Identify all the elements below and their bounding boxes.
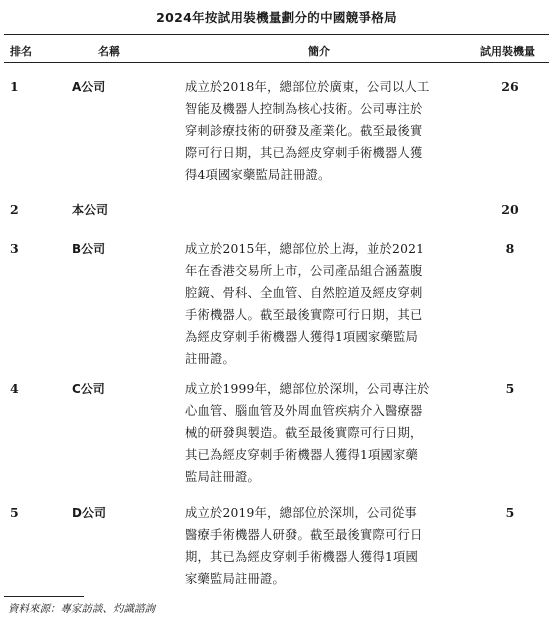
row-company-name: A公司 — [72, 80, 106, 94]
row-rank: 1 — [10, 79, 19, 94]
description-line: 穿刺診療技術的研發及產業化。截至最後實 — [185, 124, 423, 138]
description-line: 腔鏡、骨科、全血管、自然腔道及經皮穿刺 — [185, 286, 423, 300]
description-line: 監局註冊證。 — [185, 470, 260, 484]
source-rule — [4, 596, 84, 597]
description-line: 成立於1999年，總部位於深圳，公司專注於 — [185, 382, 430, 396]
row-company-name: 本公司 — [72, 203, 109, 217]
description-line: 期，其已為經皮穿刺手術機器人獲得1項國 — [185, 550, 418, 564]
description-line: 心血管、腦血管及外周血管疾病介入醫療器 — [185, 404, 423, 418]
description-line: 成立於2015年，總部位於上海，並於2021 — [185, 242, 425, 256]
table-title: 2024年按試用裝機量劃分的中國競爭格局 — [156, 10, 397, 25]
row-description — [185, 76, 470, 186]
description-line: 智能及機器人控制為核心技術。公司專注於 — [185, 102, 423, 116]
row-company-name: B公司 — [72, 242, 106, 256]
description-line: 為經皮穿刺手術機器人獲得1項國家藥監局 — [185, 330, 418, 344]
row-installations: 20 — [501, 202, 519, 217]
description-line: 際可行日期，其已為經皮穿刺手術機器人獲 — [185, 146, 423, 160]
header-bottom-rule — [4, 62, 549, 63]
description-line: 註冊證。 — [185, 352, 235, 366]
header-rank: 排名 — [10, 45, 32, 58]
row-installations: 5 — [505, 505, 515, 520]
description-line: 成立於2018年，總部位於廣東，公司以人工 — [185, 80, 430, 94]
description-line: 家藥監局註冊證。 — [185, 572, 285, 586]
header-description: 簡介 — [308, 45, 330, 58]
row-installations: 5 — [505, 381, 515, 396]
header-name: 名稱 — [98, 45, 120, 58]
row-company-name: C公司 — [72, 382, 105, 396]
header-top-rule — [4, 34, 549, 35]
header-installations: 試用裝機量 — [480, 45, 535, 58]
row-description — [185, 502, 470, 590]
description-line: 得4項國家藥監局註冊證。 — [185, 168, 331, 182]
description-line: 年在香港交易所上市，公司產品組合涵蓋腹 — [185, 264, 423, 278]
row-installations: 8 — [505, 241, 515, 256]
row-installations: 26 — [501, 79, 519, 94]
row-description — [185, 378, 470, 488]
row-description — [185, 238, 470, 370]
description-line: 手術機器人。截至最後實際可行日期，其已 — [185, 308, 423, 322]
row-company-name: D公司 — [72, 506, 106, 520]
row-rank: 5 — [10, 505, 19, 520]
source-note: 資料來源：專家訪談、灼識諮詢 — [8, 603, 155, 615]
description-line: 其已為經皮穿刺手術機器人獲得1項國家藥 — [185, 448, 418, 462]
row-rank: 4 — [10, 381, 19, 396]
description-line: 械的研發與製造。截至最後實際可行日期， — [185, 426, 423, 440]
row-rank: 3 — [10, 241, 19, 256]
description-line: 成立於2019年，總部位於深圳，公司從事 — [185, 506, 418, 520]
row-rank: 2 — [10, 202, 19, 217]
description-line: 醫療手術機器人研發。截至最後實際可行日 — [185, 528, 423, 542]
